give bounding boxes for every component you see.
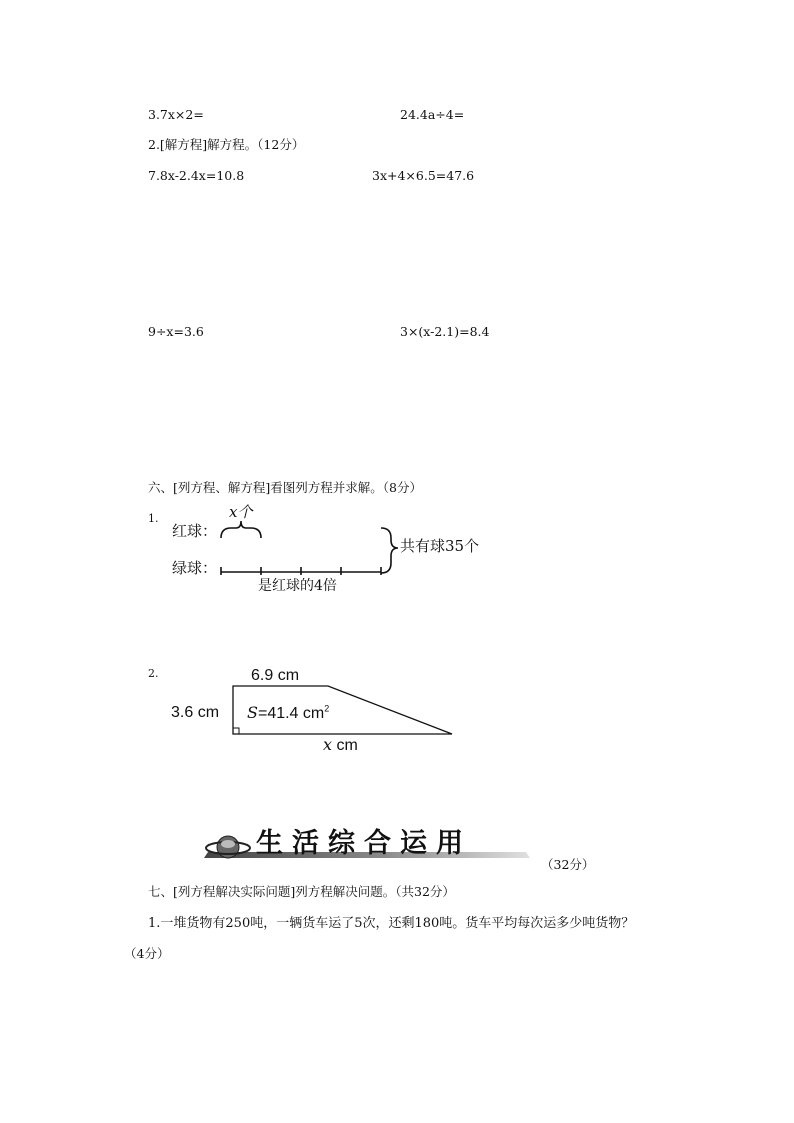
equation-3: 9÷x=3.6	[148, 324, 204, 339]
area-label: S=41.4 $cm^2$	[247, 703, 330, 722]
equation-2: 3x+4×6.5=47.6	[372, 168, 475, 183]
question-7-1-score: （4分）	[124, 946, 170, 961]
question-1-number: 1.	[148, 512, 159, 525]
section2-heading: 2.[解方程]解方程。（12分）	[148, 137, 305, 152]
x-count-label: x个	[229, 503, 253, 521]
equation-4: 3×(x-2.1)=8.4	[400, 324, 490, 339]
banner-score: （32分）	[541, 857, 595, 872]
calc-item-left: 3.7x×2=	[148, 107, 204, 122]
red-ball-label: 红球：	[172, 522, 218, 540]
equation-1: 7.8x-2.4x=10.8	[148, 168, 245, 183]
calc-item-right: 24.4a÷4=	[400, 107, 465, 122]
question-7-1-text: 1.一堆货物有250吨，一辆货车运了5次，还剩180吨。货车平均每次运多少吨货物？	[148, 916, 635, 931]
question-2-number: 2.	[148, 667, 159, 680]
height-label: 3.6 cm	[171, 704, 220, 721]
times-label: 是红球的4倍	[258, 578, 337, 594]
section7-heading: 七、[列方程解决实际问题]列方程解决问题。（共32分）	[148, 884, 455, 899]
total-balls-label: 共有球35个	[400, 537, 480, 555]
top-side-label: 6.9 cm	[251, 667, 300, 684]
banner-title: 生活综合运用	[256, 828, 472, 859]
bottom-side-label: x cm	[323, 735, 358, 754]
green-ball-label: 绿球：	[172, 559, 218, 577]
section6-heading: 六、[列方程、解方程]看图列方程并求解。（8分）	[148, 480, 422, 495]
